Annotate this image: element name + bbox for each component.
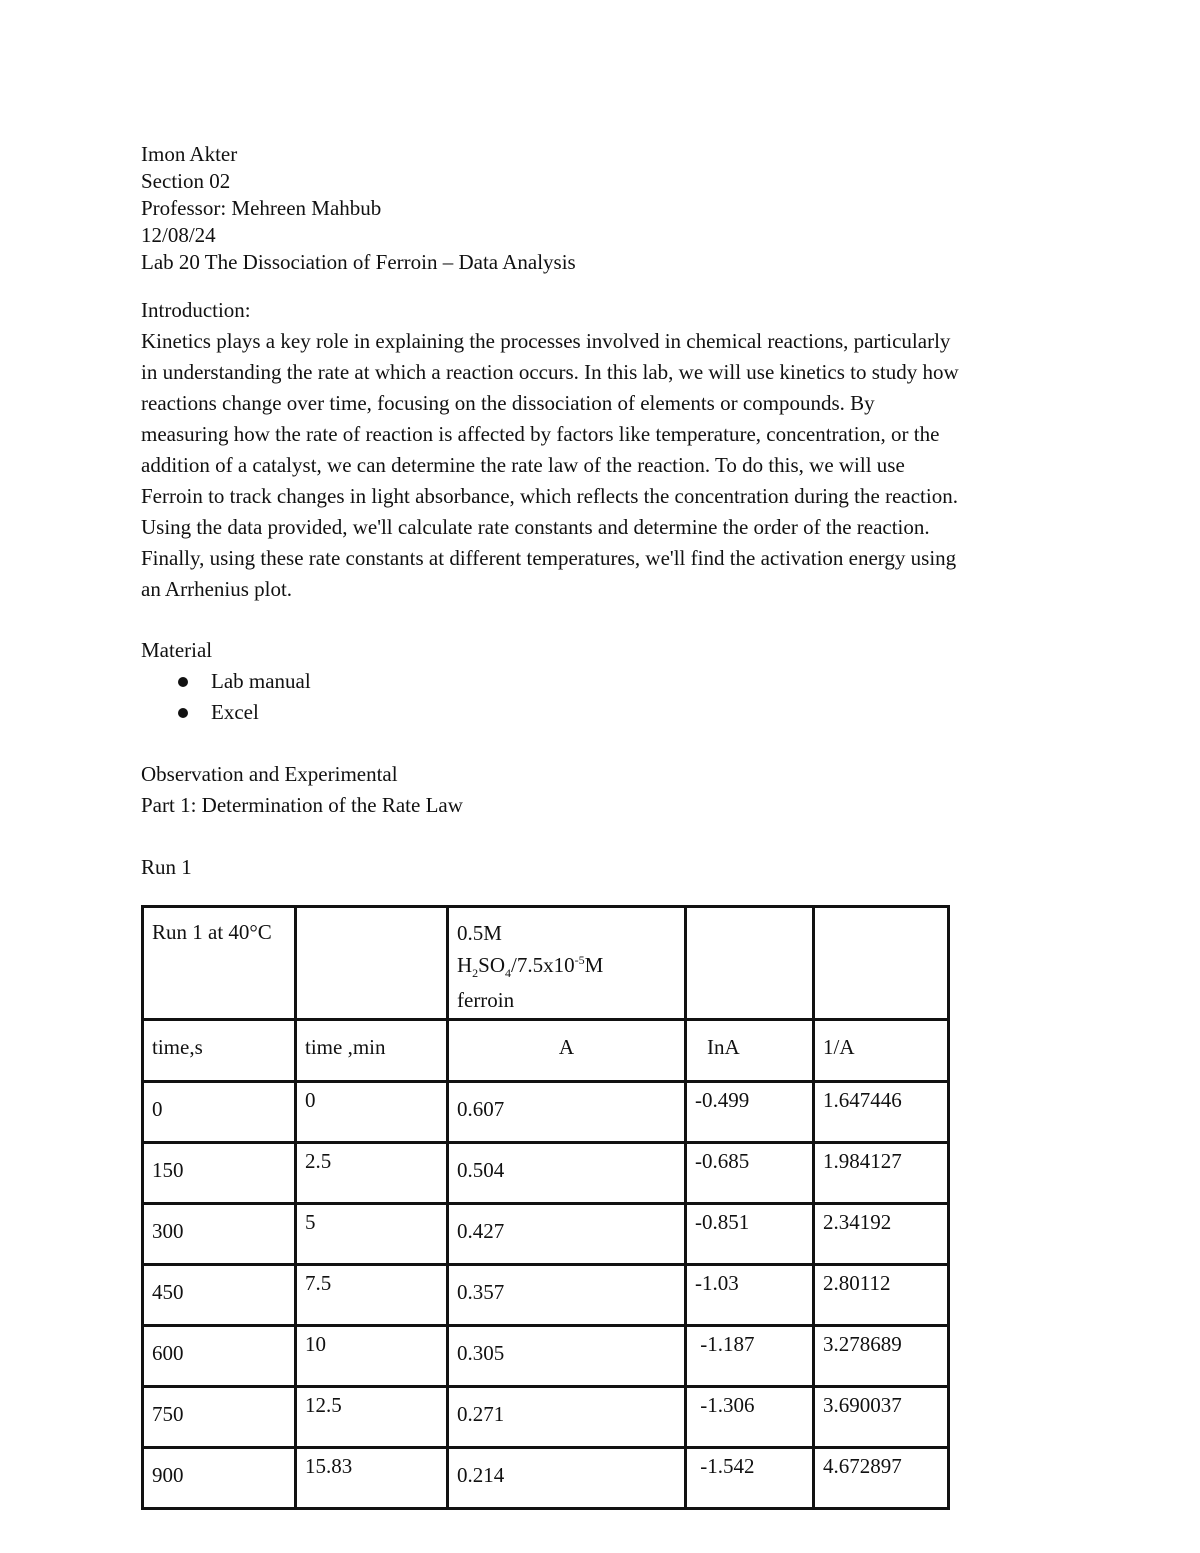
table-cell: Run 1 at 40°C [143,907,296,1020]
list-item [141,666,1071,697]
paragraph-line: an Arrhenius plot. [141,577,293,601]
paragraph-line: addition of a catalyst, we can determine the rate law of the reaction. To do this, we will use [141,453,905,477]
table-cell: 2.34192 [814,1204,949,1265]
table-cell [296,907,448,1020]
table-row [143,1326,949,1387]
column-header: InA [686,1020,814,1082]
table-cell: 900 [143,1448,296,1509]
table-cell: 0 [143,1082,296,1143]
table-cell: 450 [143,1265,296,1326]
table-cell: -0.685 [686,1143,814,1204]
table-row [143,1448,949,1509]
table-cell [686,907,814,1020]
table-cell: -1.03 [686,1265,814,1326]
table-header-row [143,1020,949,1082]
table-title-row [143,907,949,1020]
table-row [143,1387,949,1448]
column-header: time,s [143,1020,296,1082]
formula-part: /7.5x10 [511,953,575,977]
table-cell: 600 [143,1326,296,1387]
bullet-icon [178,708,188,718]
table-cell: 0 [296,1082,448,1143]
table-cell: 3.690037 [814,1387,949,1448]
table-cell: 4.672897 [814,1448,949,1509]
bullet-icon [178,677,188,687]
table-cell: 7.5 [296,1265,448,1326]
table-cell: -1.187 [686,1326,814,1387]
paragraph-line: Kinetics plays a key role in explaining the processes involved in chemical reactions, particularly [141,329,951,353]
list-item-label: Excel [211,700,259,724]
table-cell: 3.278689 [814,1326,949,1387]
table-cell: 10 [296,1326,448,1387]
section-line: Section 02 [141,169,231,193]
list-item [141,697,1071,728]
table-cell: -0.851 [686,1204,814,1265]
table-cell: 0.607 [448,1082,686,1143]
table-row [143,1082,949,1143]
table-cell: 15.83 [296,1448,448,1509]
solution-line: ferroin [457,988,515,1013]
list-item-label: Lab manual [211,669,311,693]
table-cell: 300 [143,1204,296,1265]
solution-formula [457,947,676,987]
table-cell: 150 [143,1143,296,1204]
table-cell: 0.305 [448,1326,686,1387]
paragraph-line: in understanding the rate at which a reaction occurs. In this lab, we will use kinetics to study how [141,360,959,384]
table-row [143,1204,949,1265]
table-cell: 1.984127 [814,1143,949,1204]
paragraph-line: Finally, using these rate constants at different temperatures, we'll find the activation energy using [141,546,957,570]
paragraph-line: Using the data provided, we'll calculate rate constants and determine the order of the reaction. [141,515,930,539]
table-cell: 2.80112 [814,1265,949,1326]
table-body [143,1082,949,1509]
table-cell: 1.647446 [814,1082,949,1143]
table-cell: 0.357 [448,1265,686,1326]
table-row [143,1143,949,1204]
table-cell: -1.542 [686,1448,814,1509]
formula-superscript: -5 [574,953,585,967]
table-cell: 0.214 [448,1448,686,1509]
date-line: 12/08/24 [141,223,216,247]
material-heading: Material [141,638,213,662]
table-cell: 12.5 [296,1387,448,1448]
table-cell: 0.427 [448,1204,686,1265]
paragraph-line: Ferroin to track changes in light absorbance, which reflects the concentration during the reaction. [141,484,958,508]
observation-heading: Observation and Experimental [141,762,398,786]
formula-part: SO [478,953,506,977]
column-header: 1/A [814,1020,949,1082]
column-header: A [448,1020,686,1082]
formula-part: M [584,953,604,977]
table-cell: 750 [143,1387,296,1448]
lab-title: Lab 20 The Dissociation of Ferroin – Data Analysis [141,250,576,274]
student-name: Imon Akter [141,142,238,166]
table-cell [814,907,949,1020]
introduction-paragraph [141,326,1071,605]
part-heading: Part 1: Determination of the Rate Law [141,793,463,817]
paragraph-line: measuring how the rate of reaction is affected by factors like temperature, concentration, or the [141,422,940,446]
professor-line: Professor: Mehreen Mahbub [141,196,382,220]
formula-subscript: 4 [505,966,512,981]
formula-subscript: 2 [472,966,479,981]
material-list [141,666,1071,728]
document-body [141,141,1071,883]
table-cell: 0.271 [448,1387,686,1448]
table-cell: 2.5 [296,1143,448,1204]
paragraph-line: reactions change over time, focusing on the dissociation of elements or compounds. By [141,391,875,415]
table-cell: -0.499 [686,1082,814,1143]
introduction-heading: Introduction: [141,298,251,322]
table-row [143,1265,949,1326]
run-label: Run 1 [141,855,192,879]
formula-part: H [457,953,473,977]
solution-line: 0.5M [457,921,502,945]
table-cell: 5 [296,1204,448,1265]
column-header: time ,min [296,1020,448,1082]
table-cell: -1.306 [686,1387,814,1448]
table-cell: 0.504 [448,1143,686,1204]
table-cell-solution [448,907,686,1020]
run1-data-table [141,905,950,1510]
